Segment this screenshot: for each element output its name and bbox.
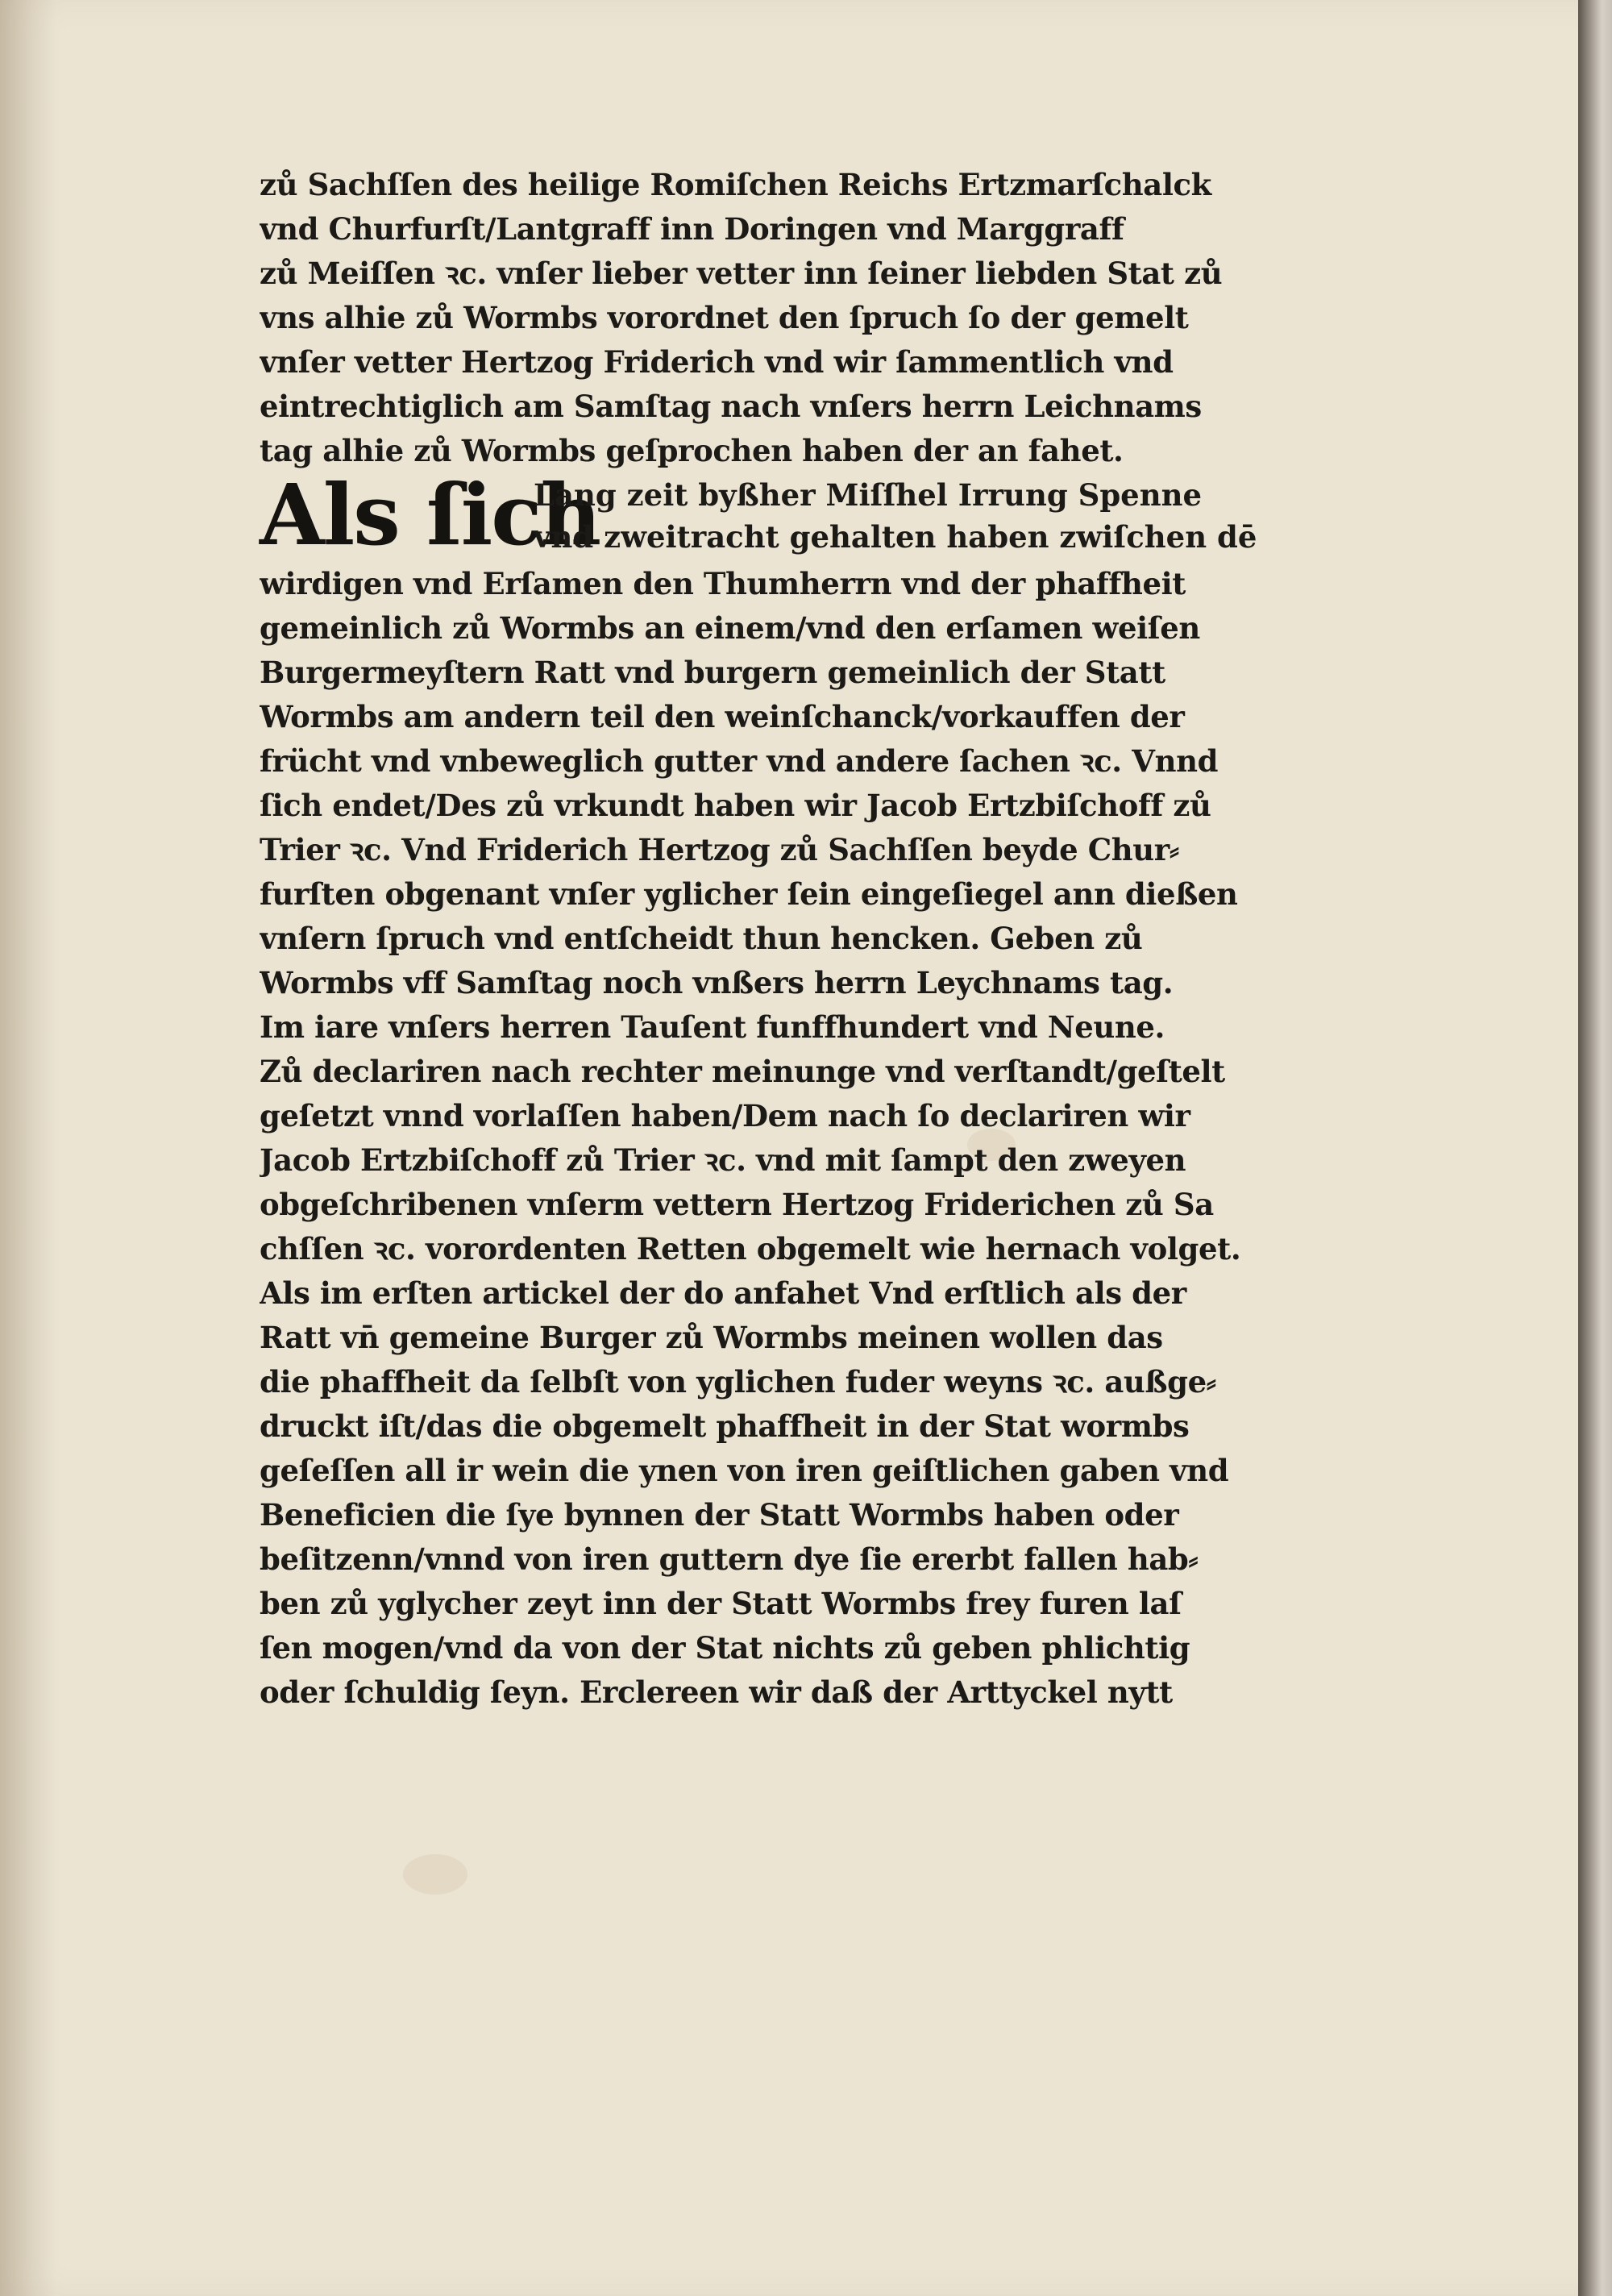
decorated-initial-paragraph bbox=[260, 465, 1343, 564]
text-line: Beneficien die ſye bynnen der Statt Wormbs haben oder bbox=[260, 1497, 1179, 1533]
text-line: vnd Churfurſt/Lantgraff inn Doringen vnd Marggraff bbox=[260, 211, 1124, 247]
text-line: ſich endet/Des zů vrkundt haben wir Jacob Ertzbiſchoff zů bbox=[260, 788, 1211, 823]
text-line: geſetzt vnnd vorlaſſen haben/Dem nach ſo declariren wir bbox=[260, 1098, 1190, 1133]
text-line: die phaffheit da ſelbſt von yglichen fuder weyns ꝛc. außge⸗ bbox=[260, 1364, 1216, 1400]
text-line: vnſern ſpruch vnd entſcheidt thun hencken. Geben zů bbox=[260, 921, 1143, 956]
text-line: Im iare vnſers herren Tauſent funffhundert vnd Neune. bbox=[260, 1009, 1165, 1045]
text-line: obgeſchribenen vnſerm vettern Hertzog Friderichen zů Sa bbox=[260, 1187, 1214, 1222]
text-line: vnd zweitracht gehalten haben zwiſchen dē bbox=[534, 519, 1257, 555]
text-line: beſitzenn/vnnd von iren guttern dye ſie ererbt fallen hab⸗ bbox=[260, 1541, 1199, 1577]
printed-text-block bbox=[260, 163, 1343, 1715]
foxing-spot bbox=[403, 1854, 467, 1895]
text-line: Als im erſten artickel der do anfahet Vnd erſtlich als der bbox=[260, 1275, 1186, 1311]
text-line: chſſen ꝛc. vorordenten Retten obgemelt wie hernach volget. bbox=[260, 1231, 1241, 1267]
text-line: tag alhie zů Wormbs geſprochen haben der an fahet. bbox=[260, 433, 1124, 468]
text-line: eintrechtiglich am Samſtag nach vnſers herrn Leichnams bbox=[260, 389, 1202, 424]
text-line: Burgermeyſtern Ratt vnd burgern gemeinlich der Statt bbox=[260, 655, 1165, 690]
text-line: wirdigen vnd Erſamen den Thumherrn vnd der phaffheit bbox=[260, 566, 1186, 601]
text-line: oder ſchuldig ſeyn. Erclereen wir daß der Arttyckel nytt bbox=[260, 1674, 1173, 1710]
text-line: gemeinlich zů Wormbs an einem/vnd den erſamen weiſen bbox=[260, 610, 1200, 646]
lines-before-initial bbox=[260, 163, 1343, 473]
page-edge-shadow bbox=[1578, 0, 1612, 2296]
text-line: geſeſſen all ir wein die ynen von iren geiſtlichen gaben vnd bbox=[260, 1453, 1229, 1488]
text-line: zů Sachſſen des heilige Romiſchen Reichs Ertzmarſchalck bbox=[260, 167, 1211, 202]
text-line: druckt iſt/das die obgemelt phaffheit in der Stat wormbs bbox=[260, 1408, 1190, 1444]
text-line: Wormbs am andern teil den weinſchanck/vorkauffen der bbox=[260, 699, 1185, 734]
text-line: vns alhie zů Wormbs vorordnet den ſpruch ſo der gemelt bbox=[260, 300, 1189, 335]
text-line: frücht vnd vnbeweglich gutter vnd andere ſachen ꝛc. Vnnd bbox=[260, 743, 1219, 779]
text-line: Ratt vn̄ gemeine Burger zů Wormbs meinen wollen das bbox=[260, 1320, 1163, 1355]
text-line: Zů declariren nach rechter meinunge vnd verſtandt/geſtelt bbox=[260, 1054, 1225, 1089]
text-line: ben zů yglycher zeyt inn der Statt Wormbs frey furen laſ bbox=[260, 1586, 1182, 1621]
lines-after-initial bbox=[260, 562, 1343, 1715]
large-initial-words: Als ſich bbox=[260, 465, 600, 564]
text-line: furſten obgenant vnſer yglicher ſein eingeſiegel ann dießen bbox=[260, 876, 1238, 912]
text-line: Trier ꝛc. Vnd Friderich Hertzog zů Sachſſen beyde Chur⸗ bbox=[260, 832, 1179, 867]
text-line: vnſer vetter Hertzog Friderich vnd wir ſammentlich vnd bbox=[260, 344, 1174, 380]
text-line: Lang zeit byßher Miſſhel Irrung Spenne bbox=[534, 477, 1203, 513]
text-line: Jacob Ertzbiſchoff zů Trier ꝛc. vnd mit ſampt den zweyen bbox=[260, 1142, 1186, 1178]
text-line: zů Meiſſen ꝛc. vnſer lieber vetter inn ſeiner liebden Stat zů bbox=[260, 256, 1223, 291]
text-line: ſen mogen/vnd da von der Stat nichts zů geben phlichtig bbox=[260, 1630, 1190, 1666]
gutter-shadow bbox=[0, 0, 56, 2296]
text-line: Wormbs vff Samſtag noch vnßers herrn Leychnams tag. bbox=[260, 965, 1174, 1000]
